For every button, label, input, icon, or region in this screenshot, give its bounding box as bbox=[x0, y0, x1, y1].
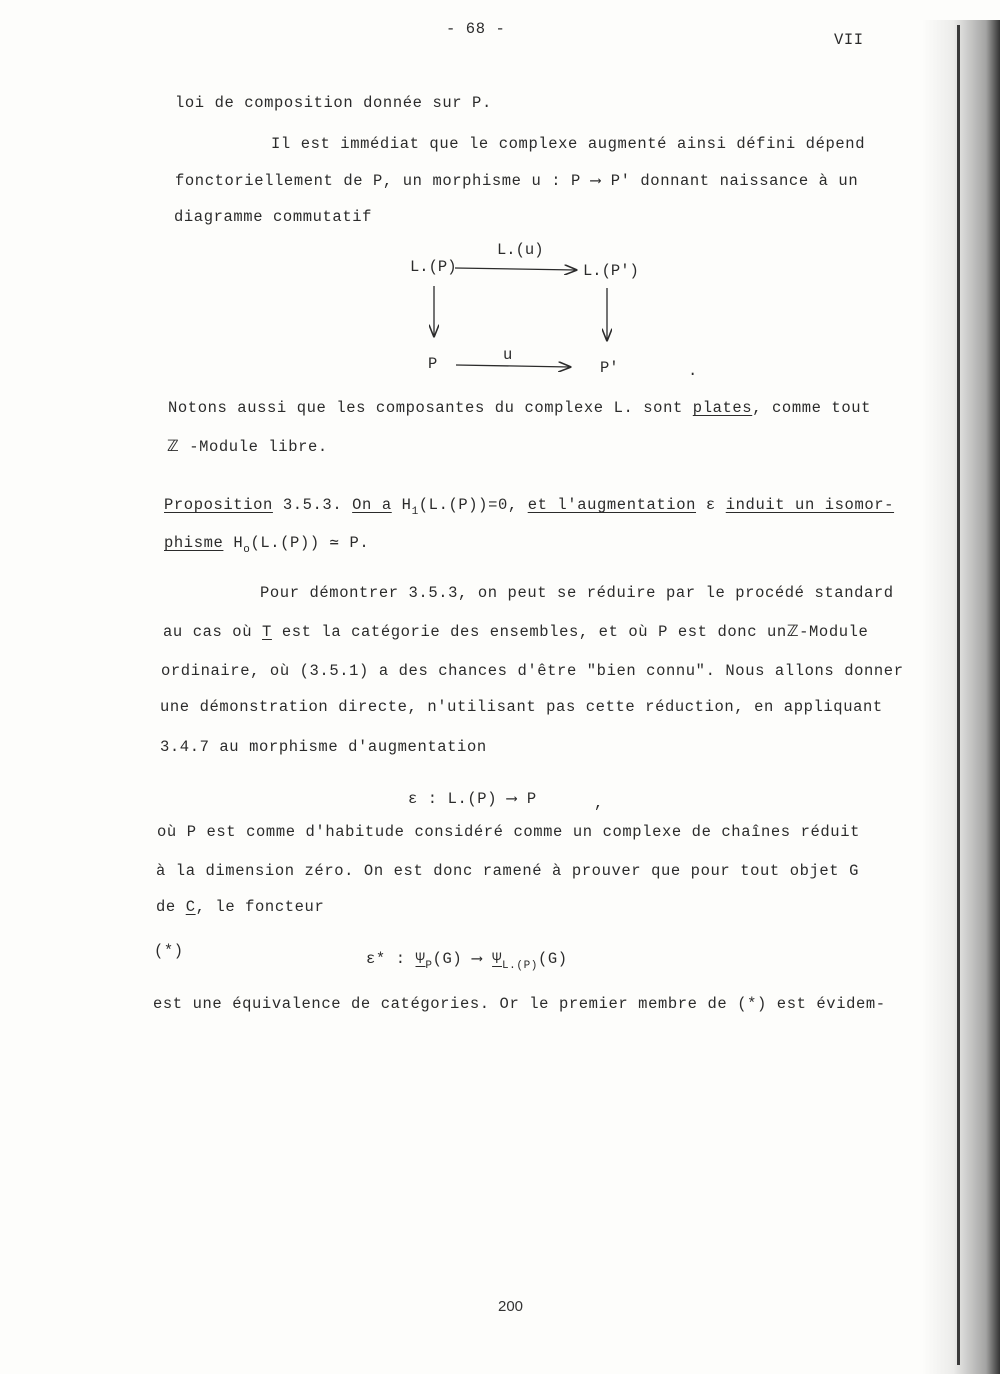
text-line-12: 3.4.7 au morphisme d'augmentation bbox=[160, 738, 487, 756]
proposition-line-2: phisme $H_o(L.(P))$ ≃ P. bbox=[164, 534, 370, 556]
text-line-14: à la dimension zéro. On est donc ramené à prouver que pour tout objet G bbox=[156, 862, 860, 880]
diagram-bottom-right: P' bbox=[600, 359, 619, 377]
diagram-bottom-arrow-label: u bbox=[503, 346, 513, 364]
text-line-5: Notons aussi que les composantes du complexe L. sont plates, comme tout bbox=[168, 399, 872, 417]
proposition-line-1: Proposition 3.5.3. On a $H_1(L.(P))=0$, et l'augmentation ε induit un isomor- bbox=[164, 496, 895, 518]
text-line-1: loi de composition donnée sur P. bbox=[175, 94, 492, 112]
equation-functor: ε* : $\Psi_P(G)$ ⟶ $\Psi_{L.(P)}(G)$ bbox=[366, 950, 568, 972]
diagram-top-right: L.(P') bbox=[583, 262, 639, 280]
folio-number: 200 bbox=[498, 1298, 524, 1315]
diagram-top-arrow-label: L.(u) bbox=[497, 241, 544, 259]
text-line-6: ℤ -Module libre. bbox=[167, 437, 328, 456]
diagram-period: . bbox=[688, 362, 698, 380]
text-line-15: de C, le foncteur bbox=[156, 898, 325, 916]
text-line-2: Il est immédiat que le complexe augmenté ainsi défini dépend bbox=[271, 135, 866, 153]
page-number: - 68 - bbox=[446, 20, 506, 38]
chapter-number: VII bbox=[834, 31, 864, 49]
bottom-arrow bbox=[456, 365, 570, 367]
equation-comma: , bbox=[594, 794, 604, 812]
text-line-3: fonctoriellement de P, un morphisme u : P ⟶ P' donnant naissance à un bbox=[175, 172, 859, 190]
scan-edge-line bbox=[957, 25, 960, 1365]
equation-augmentation: ε : L.(P) ⟶ P bbox=[408, 790, 537, 808]
equation-label: (*) bbox=[154, 942, 184, 960]
diagram-top-left: L.(P) bbox=[410, 258, 457, 276]
text-line-13: où P est comme d'habitude considéré comme un complexe de chaînes réduit bbox=[157, 823, 861, 841]
top-arrow bbox=[455, 268, 576, 270]
text-line-16: est une équivalence de catégories. Or le premier membre de (*) est évidem- bbox=[153, 995, 886, 1013]
diagram-bottom-left: P bbox=[428, 355, 438, 373]
text-line-11: une démonstration directe, n'utilisant pas cette réduction, en appliquant bbox=[160, 698, 883, 716]
text-line-8: Pour démontrer 3.5.3, on peut se réduire par le procédé standard bbox=[260, 584, 894, 602]
text-line-9: au cas où T est la catégorie des ensembles, et où P est donc unℤ-Module bbox=[163, 622, 869, 641]
text-line-4: diagramme commutatif bbox=[174, 208, 373, 226]
scan-edge-shadow bbox=[922, 20, 1000, 1374]
text-line-10: ordinaire, où (3.5.1) a des chances d'être "bien connu". Nous allons donner bbox=[161, 662, 904, 680]
